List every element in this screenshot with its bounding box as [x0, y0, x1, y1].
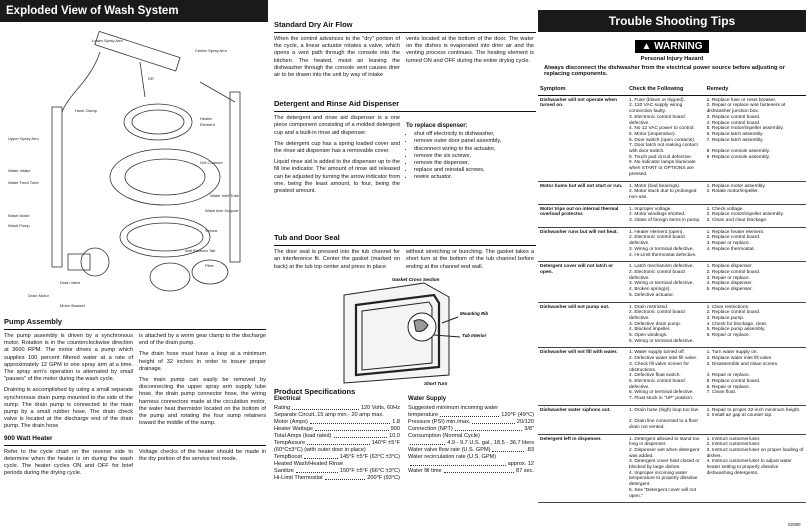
spec-key: TempAssure: [274, 439, 306, 446]
svg-text:Drain Valve: Drain Valve: [60, 280, 81, 285]
footer-code: 02080: [788, 522, 801, 527]
spec-key: Pressure (PSI) min./max.: [408, 418, 471, 425]
remedy-item: 4. Repair or replace.: [706, 373, 751, 379]
symptom-cell: Dishwasher water siphons out.: [538, 405, 627, 434]
check-item: 3. Detergent cover held closed or blocked by large dishes.: [629, 459, 700, 471]
spec-key: Consumption (Normal Cycle): [408, 432, 480, 439]
remedy-cell: [705, 95, 806, 181]
symptom-cell: Motor trips out on internal thermal overload protector.: [538, 204, 627, 227]
remedy-item: 7. Clean float.: [706, 390, 737, 396]
center-spray-arm-shape: [124, 104, 192, 140]
tub-paragraph-2: without stretching or bunching. The gasket takes a short turn at the bottom of the tub channel before ending at the channel end wall.: [406, 249, 534, 270]
spec-row: [274, 419, 400, 426]
svg-text:Wash Motor: Wash Motor: [8, 213, 30, 218]
check-item: 2. 120 VAC supply wiring connection faulty.: [629, 103, 683, 115]
check-item: 1. Drain hose (high) loop too low.: [629, 407, 700, 413]
replace-step: • remove the six screws,: [414, 153, 534, 160]
troubleshooting-table: [538, 85, 806, 503]
check-cell: [627, 262, 705, 302]
exploded-diagram-svg: [0, 22, 268, 317]
remedy-item: 3. Replace pump.: [706, 315, 745, 321]
remedy-item: 4. Replace dispenser.: [706, 281, 753, 287]
check-item: 5. Electronic control board defective.: [629, 378, 685, 390]
dispenser-title: Detergent and Rinse Aid Dispenser: [274, 99, 400, 109]
spec-value: 20/120: [516, 418, 534, 425]
spec-row: [408, 405, 534, 412]
remedy-cell: [705, 262, 806, 302]
exploded-diagram: [0, 22, 268, 317]
water-feed-tube-shape: [52, 107, 62, 267]
check-item: 3. Wiring or terminal defective.: [629, 246, 694, 252]
spec-key: Water fill time: [408, 467, 442, 474]
check-cell: [627, 302, 705, 348]
spec-value: 3/8": [524, 425, 534, 432]
spec-row: [408, 412, 534, 419]
replace-step: • shut off electricity to dishwasher,: [414, 131, 534, 138]
middle-column: [274, 0, 536, 482]
svg-text:Element: Element: [200, 122, 215, 127]
svg-text:Anti Rotation Tab: Anti Rotation Tab: [185, 248, 216, 253]
remedy-item: 5. Replace pump assembly.: [706, 327, 766, 333]
pump-paragraph-3b: The drain hose must have a loop at a minimum height of 32 inches in order to insure proper drainage.: [139, 351, 266, 372]
check-item: 2. Motor stuck due to prolonged non-use.: [629, 189, 697, 200]
spec-row: [408, 426, 534, 433]
check-item: 1. Drain restricted.: [629, 304, 669, 310]
trouble-shooting-title: Trouble Shooting Tips: [538, 10, 806, 32]
remedy-item: 9. Replace console assembly.: [706, 154, 770, 160]
dry-paragraph-1: When the control advances to the "dry" portion of the cycle, a linear actuator rotates a valve, which opens a vent path through the console into the kitchen. The heated, moist air leaving the dishwasher through the console vent causes drier air to be drawn into the unit by way of intake: [274, 36, 400, 79]
remedy-item: 7. Replace latch assembly.: [706, 137, 764, 143]
remedy-item: [707, 476, 804, 482]
svg-text:Water Intake: Water Intake: [8, 168, 31, 173]
spec-row: [408, 468, 534, 475]
spec-key: Connection (NPT): [408, 425, 453, 432]
spec-value: .83: [526, 446, 534, 453]
check-item: 6. Wiring or terminal defective.: [629, 338, 694, 344]
dispenser-paragraph-2: The detergent cup has a spring loaded cover and the rinse aid dispenser has a removable cover.: [274, 140, 400, 155]
spec-key: Motor (Amps): [274, 418, 308, 425]
spec-row: [408, 433, 534, 440]
table-row: [538, 204, 806, 227]
spec-row: [408, 454, 534, 461]
check-item: 2. Motor windings shorted.: [629, 212, 686, 218]
spec-value: 4.9 - 9.7 U.S. gal., 18.5 - 36.7 liters: [447, 439, 534, 446]
remedy-item: 6. Repair or replace.: [706, 333, 751, 339]
water-inlet-tube-shape: [230, 92, 240, 262]
remedy-item: 6. Replace latch assembly.: [706, 131, 764, 137]
dry-air-flow-title: Standard Dry Air Flow: [274, 20, 353, 29]
symptom-cell: Dishwasher runs but will not heat.: [538, 227, 627, 262]
spec-key: (60°C±3°C) (with outer door in place): [274, 446, 366, 453]
spec-row: [274, 412, 400, 419]
gasket-cross-section-label: Gasket Cross Section: [392, 276, 440, 282]
remedy-item: 4. Replace control board.: [706, 120, 761, 126]
check-header: Check the Following: [627, 85, 705, 95]
remedy-item: 3. Repair or replace.: [706, 241, 751, 247]
check-item: 8. Touch pad circuit defective.: [629, 154, 693, 160]
check-item: 3. Electronic control board defective.: [629, 114, 685, 126]
check-item: 5. Defective actuator.: [629, 292, 675, 298]
spec-row: [274, 447, 400, 454]
check-item: 3. Wiring or terminal defective.: [629, 281, 694, 287]
check-item: 4. Blocked impeller.: [629, 327, 671, 333]
spec-value: 900: [390, 425, 400, 432]
replace-dispenser-title: To replace dispenser:: [406, 123, 468, 130]
svg-text:Water Inlet Tube: Water Inlet Tube: [210, 193, 240, 198]
remedy-cell: [705, 302, 806, 348]
check-item: 4. Broken spring(s).: [629, 287, 671, 293]
remedy-item: 2. Replace control board.: [706, 235, 761, 241]
remedy-item: 2. Repair or replace wire fasteners at dishwasher junction box.: [706, 103, 786, 115]
spec-key: Hi-Limit Thermostat: [274, 474, 323, 481]
product-specs-title: Product Specifications: [274, 386, 356, 396]
remedy-cell: [705, 227, 806, 262]
check-item: 3. Check fill valve screen for obstructions.: [629, 361, 689, 373]
remedy-item: 3. Repair or replace.: [706, 275, 751, 281]
spec-value: 145°F ±5°F (63°C ±3°C): [339, 453, 400, 460]
remedy-item: 5. Replace control board.: [706, 378, 761, 384]
tub-door-seal-title: Tub and Door Seal: [274, 233, 340, 243]
spec-key: Rating: [274, 404, 291, 411]
remedy-item: 5. Replace motor/impeller assembly.: [706, 126, 784, 132]
pump-assembly-title: Pump Assembly: [4, 317, 63, 326]
check-item: 4. Hi-Limit thermostat defective.: [629, 252, 697, 258]
spec-row: [274, 405, 400, 412]
remedy-item: 4. Instruct customer/user to adjust water heater setting to properly dissolve dishwashing detergents.: [706, 459, 792, 476]
check-item: 5. See "Detergent cover will not open.": [629, 487, 697, 499]
left-column: [0, 0, 270, 481]
symptom-cell: Detergent left in dispenser.: [538, 434, 627, 503]
remedy-item: 2. Replace control board.: [706, 269, 761, 275]
tub-interior-label: Tub Interior: [462, 332, 487, 338]
remedy-item: 2. Instruct customer/user.: [706, 442, 761, 448]
spec-value: 200°F (93°C): [367, 474, 400, 481]
table-row: [538, 405, 806, 434]
dry-paragraph-2: vents located at the bottom of the door. The water on the dishes is evaporated into drier air and the venting process continues. The heating element is turned ON and OFF during the entire drying cycle.: [406, 36, 534, 64]
symptom-cell: Dishwasher will not pump out.: [538, 302, 627, 348]
dispenser-paragraph-3: Liquid rinse aid is added to the dispenser up to the fill line indicator. The amount of rinse aid released can be adjusted by turning the arrow indicator from one, being the least amount, to four, being the greatest amount.: [274, 159, 400, 195]
remedy-item: 1. Replace fuse or reset breaker.: [706, 97, 777, 103]
spec-value: 10.0: [389, 432, 400, 439]
table-row: [538, 227, 806, 262]
check-item: 2. Electronic control board defective.: [629, 269, 685, 281]
check-item: 6. Door switch (open contacts).: [629, 137, 696, 143]
table-row: [538, 302, 806, 348]
warning-label: WARNING: [654, 41, 703, 52]
tub-diagram: [274, 275, 536, 387]
remedy-item: 2. Replace control board.: [706, 310, 761, 316]
right-column: [538, 0, 806, 527]
symptom-header: Symptom: [538, 85, 627, 95]
spec-value: 140°F ±5°F: [371, 439, 400, 446]
check-cell: [627, 405, 705, 434]
check-item: 4. No 12 VAC power to control.: [629, 126, 695, 132]
check-item: 1. Water supply turned off.: [629, 350, 685, 356]
check-cell: [627, 204, 705, 227]
svg-text:Center Spray Arm: Center Spray Arm: [195, 48, 227, 53]
check-item: 1. Detergent allowed to stand too long in dispenser.: [629, 436, 700, 448]
remedy-item: 3. Instruct customer/user on proper loading of dishes.: [706, 447, 804, 459]
warning-subtitle: Personal Injury Hazard: [640, 56, 704, 62]
remedy-item: 3. Disassemble and clean screen.: [706, 361, 779, 367]
spec-row: [274, 440, 400, 447]
spec-key: Total Amps (load rated): [274, 432, 332, 439]
symptom-cell: Motor hums but will not start or run.: [538, 181, 627, 204]
remedy-item: 2. Replace water inlet fill valve.: [706, 356, 773, 362]
pump-section: [0, 317, 270, 481]
replace-step: • disconnect wiring to the actuator,: [414, 146, 534, 153]
spec-row: [408, 461, 534, 468]
short-turn-label: Short Turn: [424, 380, 448, 386]
tub-paragraph-1: The door seal is pressed into the tub channel for an interference fit. Center the gasket (marked on back) at the tub top center and press in place: [274, 249, 400, 270]
svg-text:Heater: Heater: [200, 116, 213, 121]
check-item: 1. Fuse (blown or tripped).: [629, 97, 685, 103]
check-item: 2. Drain line connected to a floor drain not vented.: [629, 419, 699, 430]
check-item: 3. Glass of foreign items in pump.: [629, 218, 701, 224]
svg-text:Filter: Filter: [205, 263, 214, 268]
pump-paragraph-3a: is attached by a worm gear clamp to the discharge end of the drain pump.: [139, 333, 266, 347]
remedy-cell: [705, 181, 806, 204]
spec-key: Heated Wash/Heated Rinse: [274, 460, 344, 467]
pump-paragraph-1: The pump assembly is driven by a synchronous motor. Rotation is in the counterclockwise direction at 3600 RPM. The motor drives a pump which supplies 100 percent filtered water at a rate of approximately 12 GPM to one spray arm at a time. The spray arm's operation is alternated by small "pauses" of the motor during the wash cycle.: [4, 333, 133, 383]
wash-pump-shape: [150, 263, 190, 291]
check-item: 2. Electronic control board defective.: [629, 235, 685, 247]
remedy-item: 1. Clear restrictions.: [706, 304, 750, 310]
check-item: 1. Latch mechanism defective.: [629, 264, 694, 270]
table-row: [538, 95, 806, 181]
spec-value: 150°F ±5°F (66°C ±3°C): [339, 467, 400, 474]
svg-text:Upper Spray Arm: Upper Spray Arm: [8, 136, 39, 141]
remedy-header: Remedy: [705, 85, 806, 95]
remedy-item: 2. Replace motor/impeller assembly.: [706, 212, 784, 218]
spec-row: [274, 426, 400, 433]
spec-value: 87 sec.: [515, 467, 534, 474]
spec-key: TempBoost: [274, 453, 302, 460]
spec-row: [274, 468, 400, 475]
svg-text:Hose Clamp: Hose Clamp: [75, 108, 98, 113]
remedy-cell: [705, 348, 806, 405]
replace-step: • replace and reinstall screws,: [414, 167, 534, 174]
spec-key: Heater Wattage: [274, 425, 313, 432]
remedy-item: 4. Check for blockage, clear.: [706, 321, 768, 327]
symptom-cell: Dishwasher will not operate when turned on.: [538, 95, 627, 181]
spec-row: [408, 447, 534, 454]
check-item: 1. Improper voltage.: [629, 206, 672, 212]
spec-row: [274, 461, 400, 468]
remedy-item: 1. Instruct customer/user.: [706, 436, 761, 442]
table-row: [538, 181, 806, 204]
check-item: 4. Defective float switch.: [629, 373, 681, 379]
remedy-item: 4. Replace thermostat.: [706, 246, 755, 252]
symptom-cell: Detergent cover will not latch or open.: [538, 262, 627, 302]
remedy-item: 5. Replace dispenser.: [706, 287, 753, 293]
svg-text:Drain Motor: Drain Motor: [28, 293, 49, 298]
table-row: [538, 434, 806, 503]
spec-key: Sanitize: [274, 467, 294, 474]
water-supply-specs: [408, 396, 534, 482]
check-item: 5. Motor (inoperative).: [629, 131, 676, 137]
spec-value: 120 Volts, 60Hz: [360, 404, 400, 411]
check-item: 1. Motor (bad bearings).: [629, 183, 681, 189]
remedy-cell: [705, 434, 806, 503]
heater-paragraph-2: Voltage checks of the heater should be made in the dry portion of the service test mode.: [139, 448, 266, 462]
check-item: 3. Defective drain pump.: [629, 321, 681, 327]
check-item: 4. Improper incoming water temperature to properly dissolve detergent.: [629, 470, 698, 488]
spec-value: 120°F (49°C): [501, 411, 534, 418]
remedy-item: 2. Rotate motor/impeller.: [706, 189, 759, 195]
exploded-view-title: Exploded View of Wash System: [0, 0, 268, 22]
remedy-item: 1. Turn water supply on.: [706, 350, 758, 356]
spec-value: 1.8: [392, 418, 400, 425]
svg-text:Sensor: Sensor: [205, 228, 218, 233]
check-cell: [627, 348, 705, 405]
replace-step: • remove the dispenser,: [414, 160, 534, 167]
check-item: 1. Heater element (open).: [629, 229, 684, 235]
check-cell: [627, 95, 705, 181]
table-row: [538, 348, 806, 405]
svg-text:Wash Arm Support: Wash Arm Support: [205, 208, 239, 213]
spec-key: Separate Circuit..15 amp min.- 20 amp max.: [274, 411, 384, 418]
remedy-item: 8. Replace console assembly.: [706, 149, 770, 155]
mounting-rib-label: Mounting Rib: [460, 310, 489, 316]
spec-row: [274, 454, 400, 461]
remedy-item: 1. Repair to proper 32-inch minimum height.: [706, 407, 801, 413]
spec-row: [408, 419, 534, 426]
check-cell: [627, 181, 705, 204]
pump-paragraph-3c: The main pump can easily be removed by disconnecting the upper spray arm supply tube hose, the drain pump connector hose, the wiring harness connectors made at the circulation motor, the water heat thermistor located on the bottom of the pump and rotating the four sump retainers toward the middle of the sump.: [139, 377, 266, 427]
svg-text:DR: DR: [148, 76, 154, 81]
spec-row: [274, 475, 400, 482]
spec-key: temperature: [408, 411, 439, 418]
spec-row: [408, 440, 534, 447]
check-item: 5. Open windings.: [629, 333, 668, 339]
pump-paragraph-2: Draining is accomplished by using a small separate synchronous drain pump mounted to the side of the sump. The drain pump is connected to the main pump by a small rubber hose. The drain check valve is located at the discharge end of the drain pump. The drain hose: [4, 387, 133, 430]
table-row: [538, 262, 806, 302]
svg-text:Grit Channel: Grit Channel: [200, 160, 223, 165]
filter-shape: [110, 149, 220, 205]
svg-text:Motor Bracket: Motor Bracket: [60, 303, 85, 308]
spec-key: Water valve flow rate (U.S. GPM): [408, 446, 491, 453]
water-supply-title: Water Supply: [408, 395, 447, 402]
heater-title: 900 Watt Heater: [4, 434, 53, 442]
electrical-specs: [274, 387, 400, 482]
remedy-item: 2. Install air gap at counter top.: [706, 413, 773, 419]
check-item: 2. Defective water inlet fill valve.: [629, 356, 698, 362]
spec-key: Suggested minimum incoming water: [408, 404, 499, 411]
remedy-item: 1. Replace heater element.: [706, 229, 765, 235]
remedy-cell: [705, 405, 806, 434]
spec-row: [274, 433, 400, 440]
remedy-cell: [705, 204, 806, 227]
check-item: 9. No indicator lamps illuminate when START or OPTIONS are pressed.: [629, 160, 696, 177]
heater-paragraph-1: Refer to the cycle chart on the reverse side to determine when the heater is on during the wash cycle. The heater cycles ON and OFF for brief periods during the drying cycle.: [4, 448, 133, 477]
remedy-item: 1. Replace motor assembly.: [706, 183, 766, 189]
check-cell: [627, 227, 705, 262]
electrical-title: Electrical: [274, 395, 301, 402]
check-item: 2. Electronic control board defective.: [629, 310, 685, 321]
drain-motor-shape: [81, 248, 109, 276]
check-item: 6. Wiring or terminal defective.: [629, 390, 694, 396]
svg-text:Lower Spray Arm: Lower Spray Arm: [92, 38, 123, 43]
check-item: 7. Float stuck in "UP" position.: [629, 396, 694, 402]
remedy-item: 1. Check voltage.: [706, 206, 744, 212]
spec-key: Water recirculation rate (U.S. GPM): [408, 453, 497, 460]
remedy-item: 3. Replace control board.: [706, 114, 761, 120]
check-item: 7. Door latch not making contact with door switch.: [629, 143, 698, 155]
warning-text: Always disconnect the dishwasher from the electrical power source before adjusting or replacing components.: [544, 65, 785, 77]
check-item: 2. Dispenser wet when detergent was added.: [629, 447, 700, 459]
remedy-item: 1. Replace dispenser.: [706, 264, 753, 270]
warning-block: [538, 36, 806, 77]
check-cell: [627, 434, 705, 503]
symptom-cell: Dishwasher will not fill with water.: [538, 348, 627, 405]
svg-text:Wash Pump: Wash Pump: [8, 223, 30, 228]
spec-value: approx. 12: [507, 460, 534, 467]
dispenser-paragraph-1: The detergent and rinse aid dispenser is a one piece component consisting of a molded detergent cup and a built-in rinse aid dispenser.: [274, 115, 400, 136]
warning-triangle-icon: ▲: [641, 41, 652, 52]
remedy-item: 3. Clean and clear blockage.: [706, 218, 768, 224]
replace-step: • rewire actuator.: [414, 174, 534, 181]
remedy-item: 6. Repair or replace.: [706, 384, 751, 390]
tub-diagram-svg: [274, 275, 536, 387]
warning-badge: [635, 40, 708, 53]
table-header-row: [538, 85, 806, 95]
svg-text:Water Feed Tube: Water Feed Tube: [8, 180, 39, 185]
replace-steps-list: [406, 131, 534, 181]
replace-step: • remove outer door panel assembly,: [414, 138, 534, 145]
